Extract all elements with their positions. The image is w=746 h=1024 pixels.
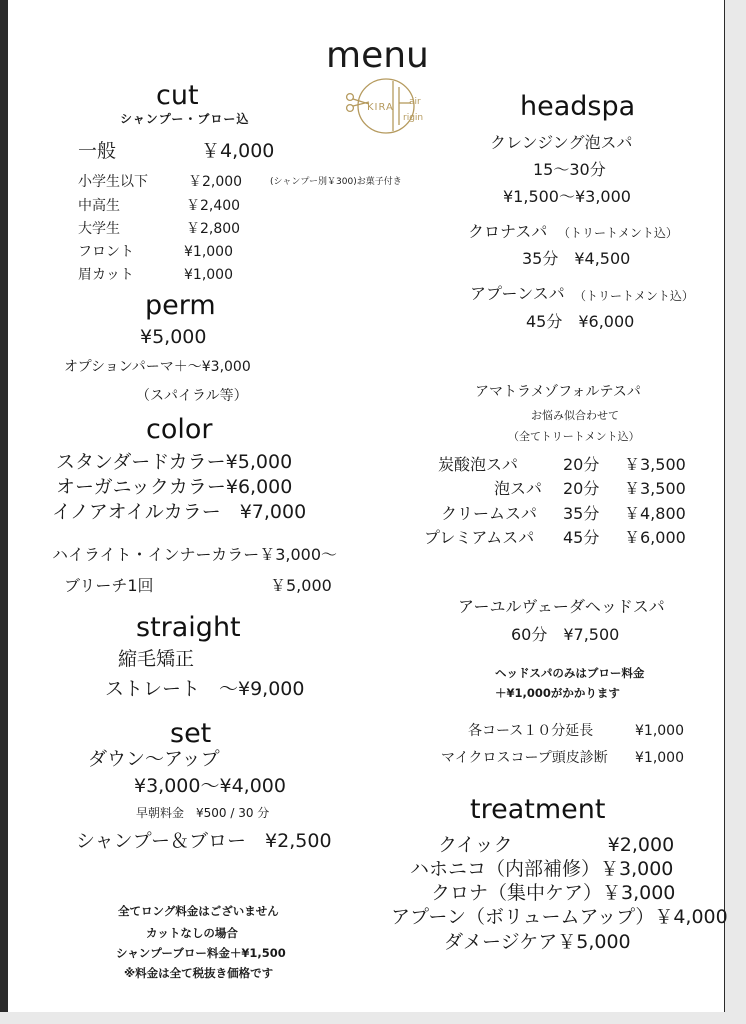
cut-college-label: 大学生	[78, 221, 120, 237]
set-shampoo-blow: シャンプー＆ブロー ¥2,500	[76, 830, 332, 852]
treatment-heading: treatment	[470, 794, 606, 825]
set-line1: ダウン〜アップ	[88, 748, 220, 770]
page-bottom-edge	[0, 1012, 746, 1024]
color-bleach-label: ブリーチ1回	[64, 576, 154, 595]
appoon-spa-note: （トリートメント込）	[574, 289, 694, 303]
krona-spa-time-price: 35分 ¥4,500	[522, 249, 631, 268]
premium-spa-price: ￥6,000	[624, 528, 686, 547]
logo-letters: KIRA	[367, 102, 394, 113]
treatment-krona: クロナ（集中ケア）￥3,000	[431, 882, 676, 904]
straight-line2: ストレート 〜¥9,000	[105, 678, 305, 700]
cut-heading: cut	[156, 80, 199, 111]
appoon-spa-time-price: 45分 ¥6,000	[526, 312, 635, 331]
color-organic: オーガニックカラー¥6,000	[56, 476, 293, 498]
amatora-note2: （全てトリートメント込）	[508, 430, 640, 443]
perm-option: オプションパーマ＋〜¥3,000	[64, 359, 251, 375]
cut-eyebrow-price: ¥1,000	[184, 267, 233, 283]
cut-child-extra: (シャンプー別￥300)お菓子付き	[270, 177, 402, 187]
color-heading: color	[146, 414, 213, 445]
extend-price: ¥1,000	[635, 723, 684, 739]
extend-label: 各コース１０分延長	[468, 723, 594, 739]
straight-line1: 縮毛矯正	[118, 648, 195, 670]
awa-spa-price: ￥3,500	[624, 479, 686, 498]
menu-page	[8, 0, 728, 1012]
tansan-spa-price: ￥3,500	[624, 455, 686, 474]
cream-spa-price: ￥4,800	[624, 504, 686, 523]
straight-heading: straight	[136, 612, 241, 643]
treatment-hahoniko: ハホニコ（内部補修）￥3,000	[410, 858, 674, 880]
cut-child-price: ￥2,000	[188, 174, 243, 190]
ayurveda-time-price: 60分 ¥7,500	[511, 625, 620, 644]
treatment-damage: ダメージケア￥5,000	[444, 931, 631, 953]
cut-front-price: ¥1,000	[184, 244, 233, 260]
perm-price: ¥5,000	[140, 326, 207, 348]
set-line2: ¥3,000〜¥4,000	[134, 775, 286, 797]
color-inoa: イノアオイルカラー ¥7,000	[52, 501, 307, 523]
headspa-heading: headspa	[520, 91, 636, 122]
premium-spa-time: 45分	[563, 528, 600, 547]
cut-general-label: 一般	[78, 140, 117, 162]
note-line-3: シャンプーブロー料金＋¥1,500	[116, 946, 286, 960]
blow-note-2: ＋¥1,000がかかります	[495, 686, 620, 700]
color-highlight: ハイライト・インナーカラー￥3,000〜	[52, 545, 338, 564]
note-line-2: カットなしの場合	[146, 926, 238, 940]
cut-note: シャンプー・ブロー込	[120, 112, 250, 126]
cut-child-label: 小学生以下	[78, 174, 148, 190]
color-bleach-price: ￥5,000	[270, 576, 332, 595]
cleansing-name: クレンジング泡スパ	[490, 133, 633, 152]
cut-eyebrow-label: 眉カット	[78, 267, 134, 283]
awa-spa-time: 20分	[563, 479, 600, 498]
cream-spa-name: クリームスパ	[441, 504, 538, 523]
page-edge	[725, 0, 746, 1024]
color-standard: スタンダードカラー¥5,000	[56, 451, 293, 473]
perm-heading: perm	[145, 290, 216, 321]
ayurveda-name: アーユルヴェーダヘッドスパ	[458, 597, 665, 616]
treatment-appoon: アプーン（ボリュームアップ）￥4,000	[391, 906, 728, 928]
krona-spa-name: クロナスパ	[468, 222, 548, 241]
cut-front-label: フロント	[78, 244, 134, 260]
logo-line2: rigin	[403, 113, 424, 123]
cut-highschool-label: 中高生	[78, 198, 120, 214]
amatora-name: アマトラメゾフォルテスパ	[475, 384, 641, 400]
appoon-spa-name: アプーンスパ	[470, 284, 565, 303]
note-line-1: 全てロング料金はございません	[118, 904, 279, 918]
salon-logo	[341, 77, 437, 141]
treatment-quick: クイック ¥2,000	[438, 834, 675, 856]
blow-note-1: ヘッドスパのみはブロー料金	[495, 666, 645, 680]
cleansing-price: ¥1,500〜¥3,000	[503, 187, 631, 206]
set-heading: set	[170, 718, 212, 749]
krona-spa-note: （トリートメント込）	[558, 226, 678, 240]
set-early: 早朝料金 ¥500 / 30 分	[136, 806, 270, 820]
tansan-spa-time: 20分	[563, 455, 600, 474]
microscope-label: マイクロスコープ頭皮診断	[441, 750, 608, 766]
premium-spa-name: プレミアムスパ	[424, 528, 535, 547]
cream-spa-time: 35分	[563, 504, 600, 523]
cut-highschool-price: ￥2,400	[186, 198, 241, 214]
note-line-4: ※料金は全て税抜き価格です	[124, 966, 274, 980]
perm-option-note: （スパイラル等）	[136, 388, 248, 404]
cut-general-price: ￥4,000	[201, 140, 275, 162]
cut-college-price: ￥2,800	[186, 221, 241, 237]
tansan-spa-name: 炭酸泡スパ	[438, 455, 519, 474]
amatora-note1: お悩み似合わせて	[531, 409, 619, 422]
logo-line1: air	[409, 97, 421, 107]
microscope-price: ¥1,000	[635, 750, 684, 766]
awa-spa-name: 泡スパ	[494, 479, 543, 498]
page-title: menu	[326, 35, 429, 76]
cleansing-time: 15〜30分	[533, 160, 606, 179]
